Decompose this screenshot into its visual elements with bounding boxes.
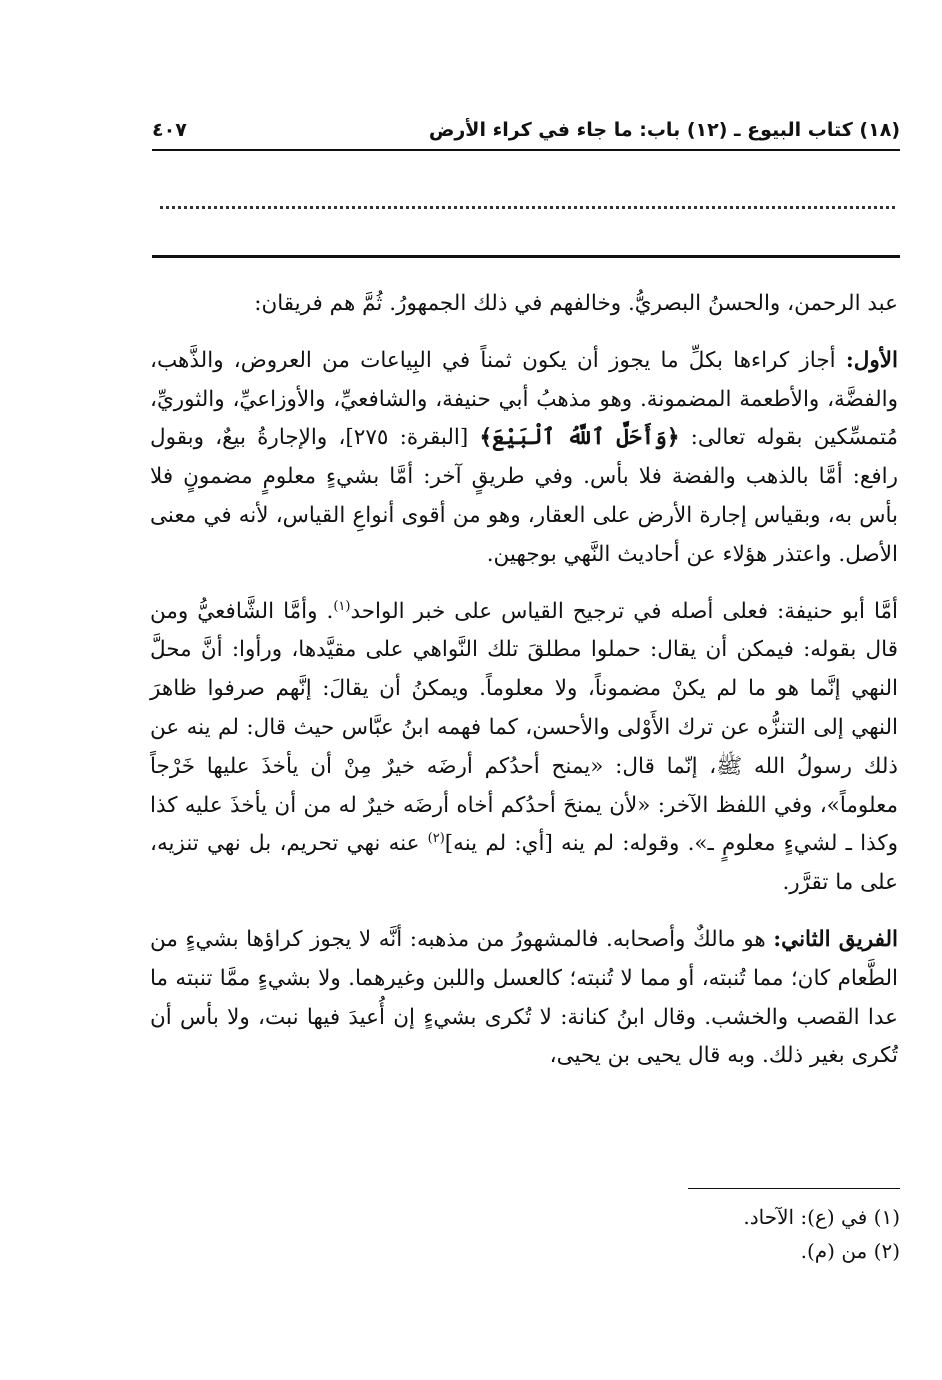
paragraph-4: الفريق الثاني: هو مالكٌ وأصحابه. فالمشهورُ من مذهبه: أنَّه لا يجوز كراؤها بشيءٍ من الطَّعام كان؛ مما تُنبته، أو مما لا تُنبته؛ كالعسل واللبن وغيرهما. ولا بشيءٍ ممَّا تنبته ما عدا القصب والخشب. وقال ابنُ كنانة: لا تُكرى بشيءٍ إن أُعيدَ فيها نبت، ولا بأس أن تُكرى بغير ذلك. وبه قال يحيى بن يحيى، bbox=[150, 926, 898, 1069]
running-title: (١٨) كتاب البيوع ـ (١٢) باب: ما جاء في كراء الأرض bbox=[428, 119, 900, 141]
footnote-rule bbox=[688, 1188, 900, 1189]
paragraph-1: عبد الرحمن، والحسنُ البصريُّ. وخالفهم في ذلك الجمهورُ. ثُمَّ هم فريقان: bbox=[254, 291, 898, 316]
page-number: ٤٠٧ bbox=[152, 119, 187, 141]
dotted-separator bbox=[160, 206, 895, 209]
section-rule bbox=[152, 255, 900, 258]
footnote-ref-2: (٢) bbox=[427, 831, 445, 847]
second-group-heading: الفريق الثاني: bbox=[773, 926, 898, 952]
footnote-2: (٢) من (م). bbox=[800, 1239, 900, 1263]
page-header bbox=[152, 112, 900, 148]
header-rule bbox=[152, 149, 900, 151]
first-group-heading: الأول: bbox=[845, 347, 898, 373]
main-text bbox=[150, 285, 898, 1076]
footnote-ref-1: (١) bbox=[333, 598, 351, 614]
paragraph-2: الأول: أجاز كراءها بكلِّ ما يجوز أن يكون ثمناً في البِياعات من العروض، والذَّهب، والفضَّة، والأطعمة المضمونة. وهو مذهبُ أبي حنيفة، والشافعيِّ، والأوزاعيِّ، والثوريِّ، مُتمسِّكين بقوله تعالى: ﴿وَأَحَلَّ ٱللَّهُ ٱلْبَيْعَ﴾ [البقرة: ٢٧٥]، والإجارةُ بيعٌ، وبقول رافع: أمَّا بالذهب والفضة فلا بأس. وفي طريقٍ آخر: أمَّا بشيءٍ معلومٍ مضمونٍ فلا بأس به، وبقياس إجارة الأرض على العقار، وهو من أقوى أنواعِ القياس، لأنه في معنى الأصل. واعتذر هؤلاء عن أحاديث النَّهي بوجهين. bbox=[150, 347, 898, 567]
paragraph-3: أمَّا أبو حنيفة: فعلى أصله في ترجيح القياس على خبر الواحد$^{(١)}$. وأمَّا الشَّافعيُّ ومن قال بقوله: فيمكن أن يقال: حملوا مطلقَ تلك النَّواهي على مقيَّدها، ورأوا: أنَّ محلَّ النهي إنَّما هو ما لم يكنْ مضموناً، ولا معلوماً. ويمكنُ أن يقالَ: إنَّهم صرفوا ظاهرَ النهي إلى التنزُّه عن ترك الأَوْلى والأحسن، كما فهمه ابنُ عبَّاس حيث قال: لم ينه عن ذلك رسولُ الله ﷺ، إنّما قال: «يمنح أحدُكم أرضَه خيرٌ مِنْ أن يأخذَ عليها خَرْجاً معلوماً»، وفي اللفظ الآخر: «لأن يمنحَ أحدُكم أخاه أرضَه خيرٌ له من أن يأخذَ عليه كذا وكذا ـ لشيءٍ معلومٍ ـ». وقوله: لم ينه [أي: لم ينه]$^{(٢)}$ عنه نهي تحريم، بل نهي تنزيه، على ما تقرَّر. bbox=[150, 598, 898, 896]
footnotes bbox=[150, 1200, 900, 1268]
quran-verse: ﴿وَأَحَلَّ ٱللَّهُ ٱلْبَيْعَ﴾ bbox=[479, 425, 680, 451]
footnote-1: (١) في (ع): الآحاد. bbox=[743, 1205, 900, 1229]
